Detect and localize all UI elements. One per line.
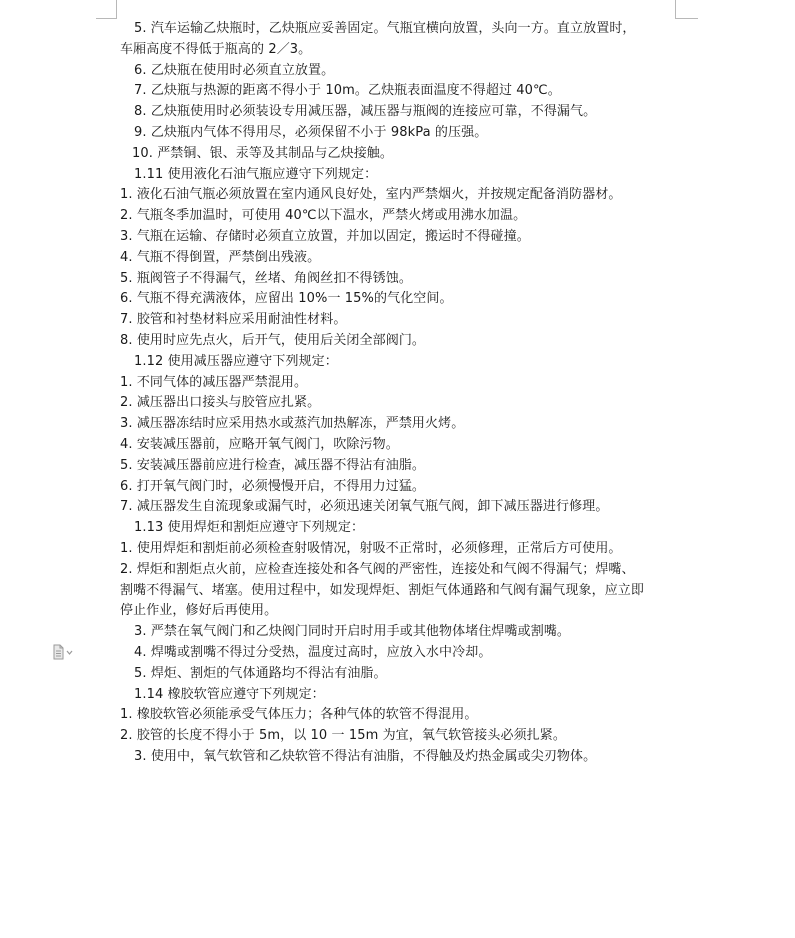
text-line: 4. 气瓶不得倒置，严禁倒出残液。 xyxy=(120,249,321,265)
text-line: 1. 橡胶软管必须能承受气体压力；各种气体的软管不得混用。 xyxy=(120,707,478,723)
text-line: 割嘴不得漏气、堵塞。使用过程中，如发现焊炬、割炬气体通路和气阀有漏气现象，应立即 xyxy=(120,582,645,598)
text-line: 2. 气瓶冬季加温时，可使用 40℃以下温水，严禁火烤或用沸水加温。 xyxy=(120,208,527,224)
text-line: 8. 使用时应先点火，后开气，使用后关闭全部阀门。 xyxy=(120,332,426,348)
crop-mark-top-right-vertical xyxy=(675,0,676,19)
text-line: 6. 打开氧气阀门时，必须慢慢开启，不得用力过猛。 xyxy=(120,478,426,494)
text-line: 车厢高度不得低于瓶高的 2／3。 xyxy=(120,41,312,57)
text-line: 9. 乙炔瓶内气体不得用尽，必须保留不小于 98kPa 的压强。 xyxy=(134,124,488,140)
text-line: 3. 使用中，氧气软管和乙炔软管不得沾有油脂，不得触及灼热金属或尖刃物体。 xyxy=(134,748,597,764)
section-heading: 1.11 使用液化石油气瓶应遵守下列规定： xyxy=(134,166,378,182)
text-line: 10. 严禁铜、银、汞等及其制品与乙炔接触。 xyxy=(132,145,394,161)
text-line: 5. 安装减压器前应进行检查，减压器不得沾有油脂。 xyxy=(120,457,426,473)
text-line: 3. 减压器冻结时应采用热水或蒸汽加热解冻，严禁用火烤。 xyxy=(120,416,465,432)
section-heading: 1.14 橡胶软管应遵守下列规定： xyxy=(134,686,325,702)
text-line: 8. 乙炔瓶使用时必须装设专用减压器，减压器与瓶阀的连接应可靠，不得漏气。 xyxy=(134,104,597,120)
text-line: 5. 汽车运输乙炔瓶时，乙炔瓶应妥善固定。气瓶宜横向放置，头向一方。直立放置时， xyxy=(134,21,636,36)
text-line: 3. 严禁在氧气阀门和乙炔阀门同时开启时用手或其他物体堵住焊嘴或割嘴。 xyxy=(134,624,571,640)
text-line: 6. 乙炔瓶在使用时必须直立放置。 xyxy=(134,62,335,78)
text-line: 7. 减压器发生自流现象或漏气时，必须迅速关闭氧气瓶气阀，卸下减压器进行修理。 xyxy=(120,499,609,515)
text-line: 2. 减压器出口接头与胶管应扎紧。 xyxy=(120,395,321,411)
section-heading: 1.12 使用减压器应遵守下列规定： xyxy=(134,353,338,369)
text-line: 2. 焊炬和割炬点火前，应检查连接处和各气阀的严密性，连接处和气阀不得漏气；焊嘴、 xyxy=(120,561,635,577)
text-line: 5. 瓶阀管子不得漏气，丝堵、角阀丝扣不得锈蚀。 xyxy=(120,270,412,286)
text-line: 6. 气瓶不得充满液体，应留出 10%一 15%的气化空间。 xyxy=(120,291,453,307)
crop-mark-top-right-horizontal xyxy=(676,18,698,19)
crop-mark-top-left-horizontal xyxy=(96,18,116,19)
text-line: 7. 乙炔瓶与热源的距离不得小于 10m。乙炔瓶表面温度不得超过 40℃。 xyxy=(134,83,561,99)
text-line: 3. 气瓶在运输、存储时必须直立放置，并加以固定，搬运时不得碰撞。 xyxy=(120,228,530,244)
text-line: 停止作业，修好后再使用。 xyxy=(120,603,278,619)
document-icon[interactable] xyxy=(52,644,74,660)
text-line: 4. 安装减压器前，应略开氧气阀门，吹除污物。 xyxy=(120,436,399,452)
text-line: 4. 焊嘴或割嘴不得过分受热，温度过高时，应放入水中冷却。 xyxy=(134,644,492,660)
crop-mark-top-left-vertical xyxy=(116,0,117,19)
text-line: 1. 使用焊炬和割炬前必须检查射吸情况，射吸不正常时，必须修理，正常后方可使用。 xyxy=(120,540,622,556)
text-line: 5. 焊炬、割炬的气体通路均不得沾有油脂。 xyxy=(134,665,387,681)
text-line: 2. 胶管的长度不得小于 5m，以 10 一 15m 为宜，氧气软管接头必须扎紧。 xyxy=(120,728,566,744)
document-body xyxy=(118,19,678,768)
text-line: 1. 液化石油气瓶必须放置在室内通风良好处，室内严禁烟火，并按规定配备消防器材。 xyxy=(120,187,622,203)
text-line: 1. 不同气体的减压器严禁混用。 xyxy=(120,374,308,390)
text-line: 7. 胶管和衬垫材料应采用耐油性材料。 xyxy=(120,312,347,328)
section-heading: 1.13 使用焊炬和割炬应遵守下列规定： xyxy=(134,520,365,536)
